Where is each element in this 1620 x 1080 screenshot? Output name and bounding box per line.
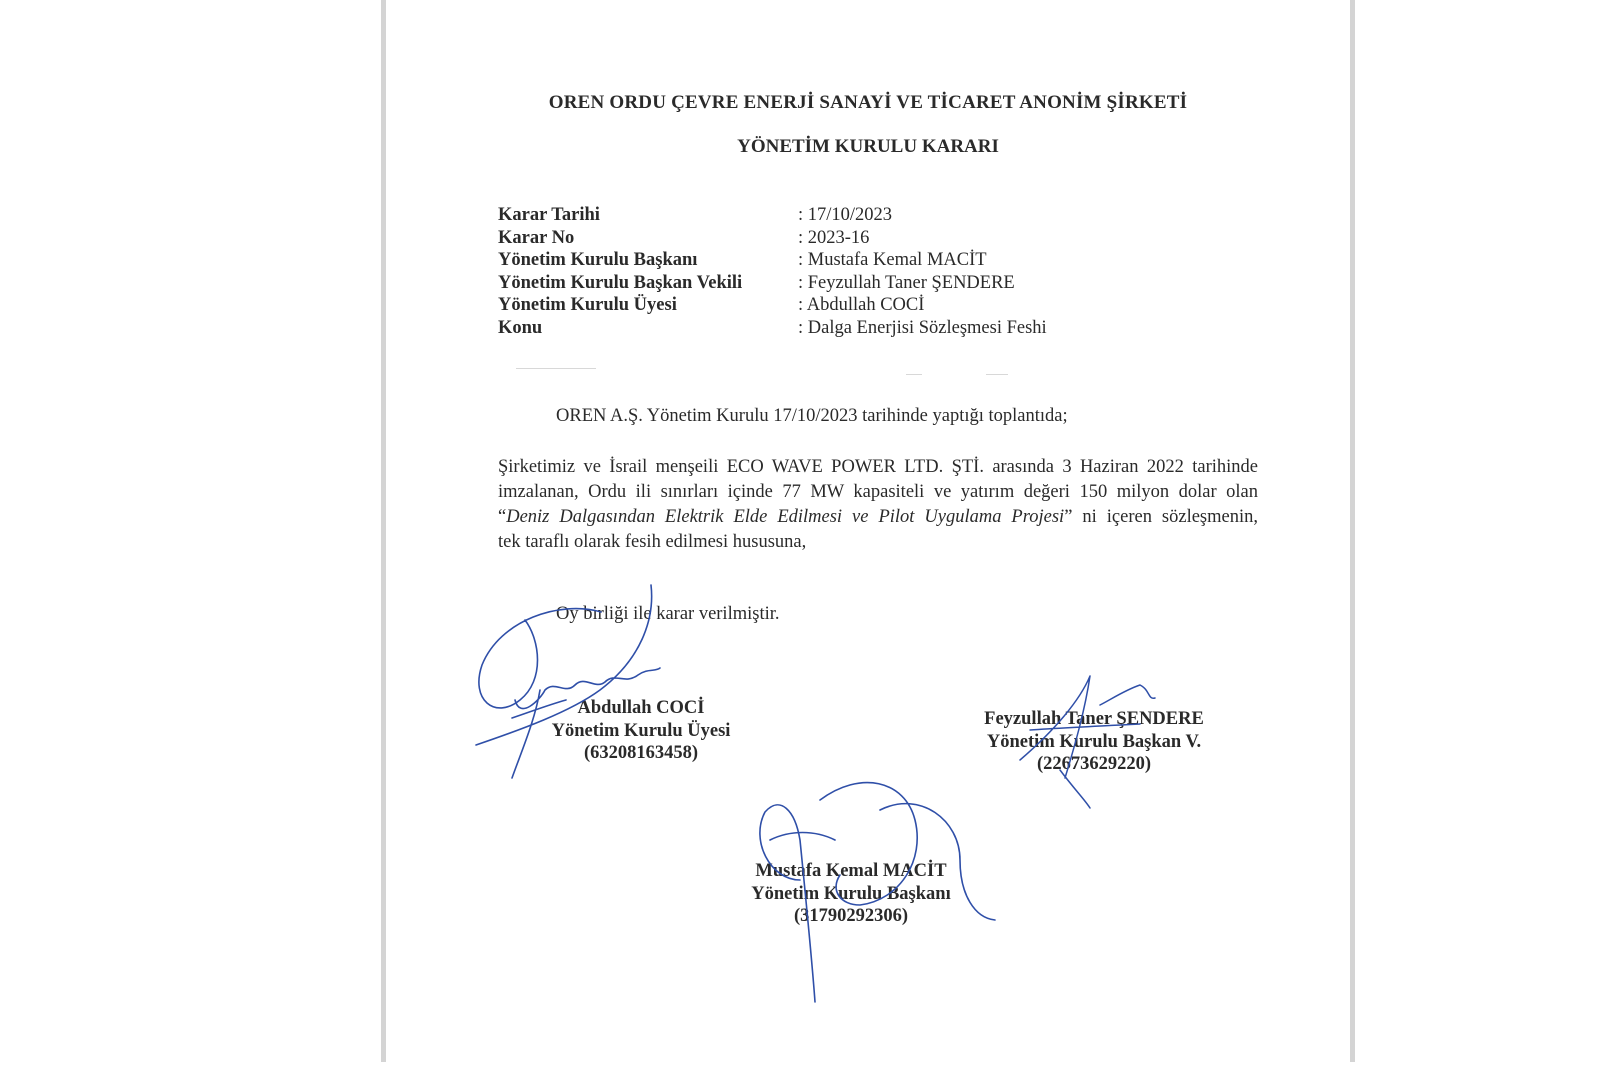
signatory-role: Yönetim Kurulu Üyesi	[551, 720, 731, 741]
info-label: Karar Tarihi	[498, 205, 600, 225]
info-value: : Dalga Enerjisi Sözleşmesi Feshi	[798, 317, 1047, 338]
open-quote: “	[498, 507, 507, 527]
info-label: Yönetim Kurulu Üyesi	[498, 295, 677, 315]
info-value: : 17/10/2023	[798, 205, 893, 225]
signatory-coci	[536, 697, 746, 765]
info-row-chairman	[498, 249, 1047, 272]
verdict-text: Oy birliği ile karar verilmiştir.	[556, 604, 780, 624]
signatory-sendere	[964, 708, 1224, 776]
decision-info-table	[498, 204, 1047, 339]
decision-body	[498, 455, 1258, 555]
project-name: Deniz Dalgasından Elektrik Elde Edilmesi ve Pilot Uygulama Projesi	[506, 507, 1065, 527]
body-line-project	[498, 505, 1258, 530]
signatory-role: Yönetim Kurulu Başkan V.	[986, 731, 1202, 752]
intro-paragraph: OREN A.Ş. Yönetim Kurulu 17/10/2023 tarihinde yaptığı toplantıda;	[556, 406, 1068, 426]
document-page	[381, 0, 1355, 1062]
info-row-number	[498, 227, 1047, 250]
signatory-id: (31790292306)	[793, 906, 909, 926]
info-label: Yönetim Kurulu Başkanı	[498, 250, 698, 270]
info-label: Konu	[498, 317, 543, 338]
document-title: YÖNETİM KURULU KARARI	[737, 136, 999, 157]
info-value: : Feyzullah Taner ŞENDERE	[798, 272, 1015, 293]
info-row-subject	[498, 317, 1047, 340]
scan-artifact	[906, 374, 922, 375]
company-title: OREN ORDU ÇEVRE ENERJİ SANAYİ VE TİCARET ANONİM ŞİRKETİ	[548, 92, 1188, 113]
page-bottom-edge	[381, 1062, 1355, 1080]
info-row-vice-chairman	[498, 272, 1047, 295]
signatory-id: (22673629220)	[1036, 754, 1152, 774]
signatory-id: (63208163458)	[583, 743, 699, 763]
scan-artifact	[986, 374, 1008, 375]
signatory-name: Mustafa Kemal MACİT	[755, 861, 947, 881]
body-line-tail: ” ni içeren sözleşmenin,	[1064, 507, 1258, 527]
body-line: tek taraflı olarak fesih edilmesi hususuna,	[498, 532, 807, 552]
info-value: : Abdullah COCİ	[798, 295, 925, 315]
signatory-macit	[736, 860, 966, 928]
info-value: : 2023-16	[798, 227, 870, 248]
body-line: imzalanan, Ordu ili sınırları içinde 77 MW kapasiteli ve yatırım değeri 150 milyon dolar olan	[498, 482, 1258, 502]
signatory-role: Yönetim Kurulu Başkanı	[751, 883, 951, 904]
info-value: : Mustafa Kemal MACİT	[798, 250, 987, 270]
info-label: Karar No	[498, 227, 575, 248]
signatory-name: Abdullah COCİ	[577, 698, 705, 718]
body-line: Şirketimiz ve İsrail menşeili ECO WAVE POWER LTD. ŞTİ. arasında 3 Haziran 2022 tarihinde	[498, 457, 1258, 477]
info-label: Yönetim Kurulu Başkan Vekili	[498, 272, 743, 293]
scan-artifact	[516, 368, 596, 369]
signatory-name: Feyzullah Taner ŞENDERE	[984, 709, 1204, 729]
info-row-date	[498, 204, 1047, 227]
info-row-member	[498, 294, 1047, 317]
